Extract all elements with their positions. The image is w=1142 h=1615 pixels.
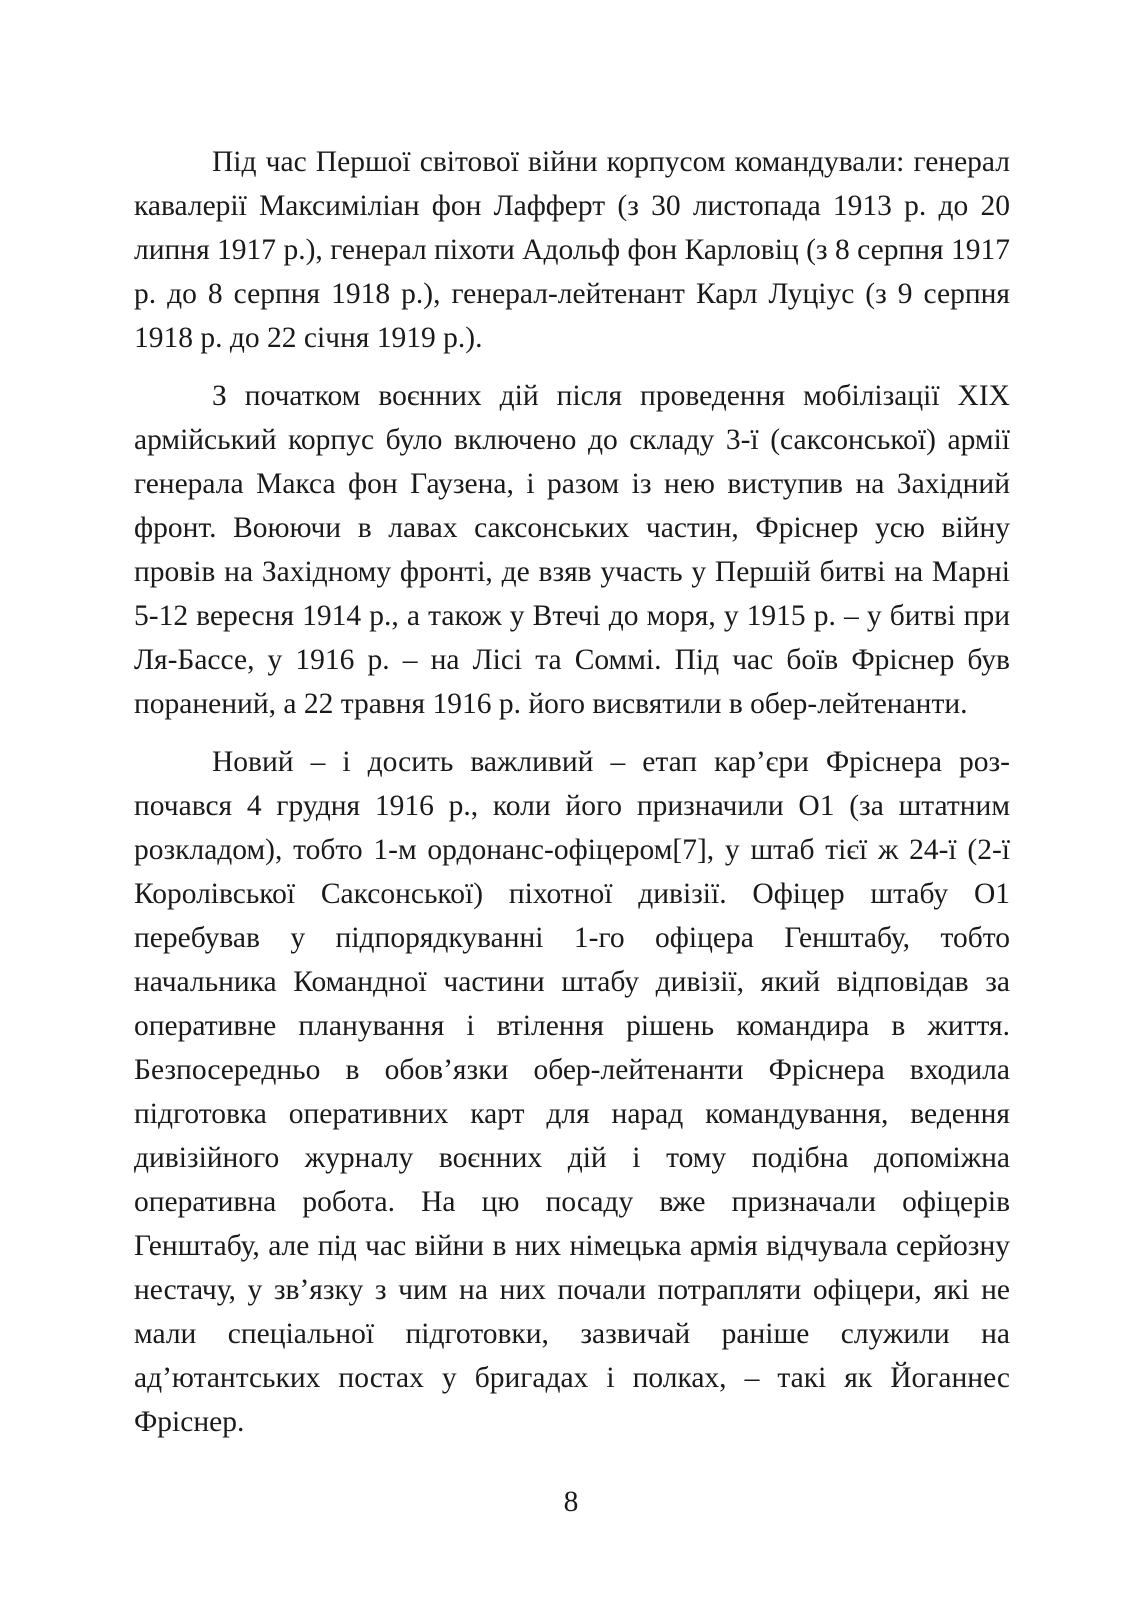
paragraph-career-stage: Новий – і досить важливий – етап кар’єри Фріснера розпочався 4 грудня 1916 р., коли його призначили O1 (за штатним розкладом), тобто 1-м ордонанс-офіцером[7], у штаб тієї ж 24-ї (2-ї Королівської Саксонської) піхотної дивізії. Офіцер штабу O1 перебував у підпорядкуванні 1-го офіцера Генштабу, тобто начальника Командної частини штабу дивізії, який відповідав за оперативне планування і втілення рішень командира в життя. Безпосередньо в обов’язки обер-лейтенанти Фріснера входила підготовка оперативних карт для нарад командування, ведення дивізійного журналу воєнних дій і тому подібна допоміжна оперативна робота. На цю посаду вже призначали офіцерів Генштабу, але під час війни в них німецька армія відчувала серйозну нестачу, у зв’язку з чим на них почали потрапляти офіцери, які не мали спеціальної підготовки, зазвичай раніше служили на ад’ютантських постах у бригадах і полках, – такі як Йоганнес Фріснер. (134, 746, 1010, 1438)
page-number: 8 (563, 1486, 579, 1518)
page-body (134, 140, 1010, 1458)
paragraph-commanders: Під час Першої світової війни корпусом командували: генерал кавалерії Максиміліан фон Лафферт (з 30 листопада 1913 р. до 20 липня 1917 р.), генерал піхоти Адольф фон Карловіц (з 8 серпня 1917 р. до 8 серпня 1918 р.), генерал-лейтенант Карл Луціус (з 9 серпня 1918 р. до 22 січня 1919 р.). (134, 146, 1010, 354)
paragraph-western-front: З початком воєнних дій після проведення мобілізації XIX армійський корпус було включено до складу 3-ї (саксонської) армії генерала Макса фон Гаузена, і разом із нею виступив на Західний фронт. Воюючи в лавах саксонських частин, Фріснер усю війну провів на Західному фронті, де взяв участь у Першій битві на Марні 5-12 вересня 1914 р., а також у Втечі до моря, у 1915 р. – у битві при Ля-Бассе, у 1916 р. – на Лісі та Соммі. Під час боїв Фріснер був поранений, а 22 травня 1916 р. його висвятили в обер-лейтенанти. (134, 380, 1010, 720)
